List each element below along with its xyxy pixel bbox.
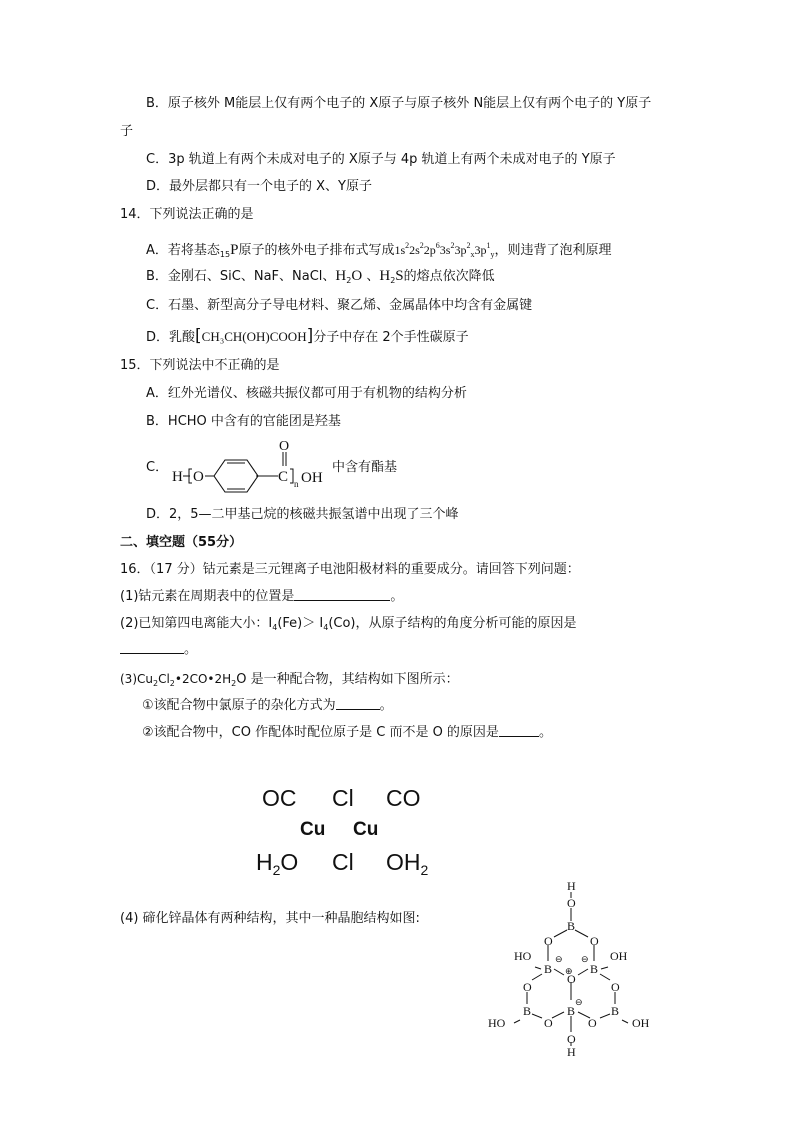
svg-text:⊕: ⊕ — [565, 966, 573, 976]
answer-blank-2[interactable] — [120, 640, 184, 654]
q14-a-post: ，则违背了泡利原理 — [494, 243, 612, 258]
svg-text:Cl: Cl — [332, 849, 354, 875]
svg-text:OH: OH — [610, 949, 628, 963]
q16-part3b: ②该配合物中，CO 作配体时配位原子是 C 而不是 O 的原因是 。 — [142, 725, 552, 740]
q15-option-a: A．红外光谱仪、核磁共振仪都可用于有机物的结构分析 — [146, 386, 467, 401]
svg-text:O: O — [567, 1032, 576, 1046]
svg-text:OH: OH — [301, 470, 323, 486]
svg-text:O: O — [279, 439, 290, 454]
q15-stem: 15．下列说法中不正确的是 — [120, 358, 280, 373]
svg-text:H2O: $H_2O$ — [256, 849, 299, 878]
svg-text:O: O — [523, 980, 532, 994]
q16-part2: (2)已知第四电离能大小：$I_4(Fe)> I_4(Co)$，从原子结构的角度分析可能的原因是 — [120, 616, 577, 632]
svg-text:CO: CO — [386, 785, 421, 811]
svg-text:Cu: Cu — [300, 819, 326, 840]
svg-text:H: H — [567, 1045, 576, 1059]
polymer-structure — [168, 436, 334, 498]
q13-option-c: C．3p 轨道上有两个未成对电子的 X原子与 4p 轨道上有两个未成对电子的 Y原子 — [146, 152, 616, 167]
section-title: 二、填空题（55分） — [120, 535, 243, 550]
svg-text:O: O — [590, 934, 599, 948]
svg-text:B: B — [544, 962, 553, 976]
svg-text:⊖: ⊖ — [575, 997, 583, 1007]
svg-text:OC: OC — [262, 785, 297, 811]
q14-option-c: C．石墨、新型高分子导电材料、聚乙烯、金属晶体中均含有金属键 — [146, 298, 533, 313]
answer-blank-3[interactable] — [336, 696, 380, 710]
svg-text:n: n — [294, 479, 299, 489]
svg-text:O: O — [567, 896, 576, 910]
answer-blank-4[interactable] — [499, 723, 539, 737]
q16-part4: (4) 碲化锌晶体有两种结构，其中一种晶胞结构如图: — [120, 911, 420, 926]
svg-text:Cu: Cu — [353, 819, 379, 840]
q15-option-b: B．HCHO 中含有的官能团是羟基 — [146, 414, 341, 429]
q16-part1: (1)钴元素在周期表中的位置是 。 — [120, 589, 404, 604]
answer-blank-1[interactable] — [294, 587, 390, 601]
svg-text:HO: HO — [514, 949, 532, 963]
svg-text:B: B — [567, 1004, 576, 1018]
q13-option-d: D．最外层都只有一个电子的 X、Y原子 — [146, 179, 372, 194]
q16-part2-answer: 。 — [120, 640, 197, 660]
svg-text:H: H — [172, 469, 183, 485]
q14-a-atom: P — [230, 242, 239, 258]
svg-text:OH2: $OH_2$ — [386, 849, 429, 878]
q15-option-c-text: 中含有酯基 — [332, 460, 398, 475]
svg-text:OH: OH — [632, 1016, 650, 1030]
svg-text:Cl: Cl — [332, 785, 354, 811]
q13-option-b: B．原子核外 M能层上仅有两个电子的 X原子与原子核外 N能层上仅有两个电子的 Y原子 — [146, 96, 652, 111]
svg-text:B: B — [523, 1004, 532, 1018]
q16-part3a: ①该配合物中氯原子的杂化方式为 。 — [142, 698, 393, 713]
q14-a-atomic-number: 15 — [219, 250, 231, 259]
svg-text:⊖: ⊖ — [555, 954, 563, 964]
q14-option-a — [146, 236, 611, 265]
copper-complex-structure — [252, 778, 432, 884]
q15-option-d: D．2，5—二甲基己烷的核磁共振氢谱中出现了三个峰 — [146, 507, 459, 522]
svg-text:HO: HO — [488, 1016, 506, 1030]
svg-text:O: O — [544, 934, 553, 948]
svg-text:B: B — [567, 919, 576, 933]
svg-text:B: B — [590, 962, 599, 976]
q14-option-d: D．乳酸[CH₃CH(OH)COOH]分子中存在 2个手性碳原子 — [146, 326, 469, 346]
svg-text:O: O — [567, 972, 576, 986]
q14-stem: 14．下列说法正确的是 — [120, 207, 254, 222]
borate-structure — [486, 874, 666, 1064]
svg-text:O: O — [193, 469, 204, 485]
svg-text:O: O — [588, 1016, 597, 1030]
q15-option-c-label: C． — [146, 460, 169, 475]
q14-a-config: $1s^22s^22p^63s^23p^2_x3p^1_y$ — [394, 241, 495, 259]
q14-option-b: B．金刚石、SiC、NaF、NaCl、$H_2O$ 、$H_2S$的熔点依次降低 — [146, 268, 495, 285]
q13-option-b-wrap: 子 — [120, 124, 134, 139]
q16-stem: 16．（17 分）钴元素是三元锂离子电池阳极材料的重要成分。请回答下列问题： — [120, 562, 580, 577]
svg-text:O: O — [611, 980, 620, 994]
q14-a-mid: 原子的核外电子排布式写成 — [238, 243, 395, 258]
svg-text:⊖: ⊖ — [581, 954, 589, 964]
svg-text:O: O — [544, 1016, 553, 1030]
q16-part3: $(3)Cu_2Cl_2•2CO•2H_2O$ 是一种配合物，其结构如下图所示： — [120, 672, 459, 688]
svg-text:B: B — [611, 1004, 620, 1018]
svg-text:C: C — [278, 469, 289, 485]
q14-a-pre: A．若将基态 — [146, 243, 220, 258]
svg-text:H: H — [567, 879, 576, 893]
